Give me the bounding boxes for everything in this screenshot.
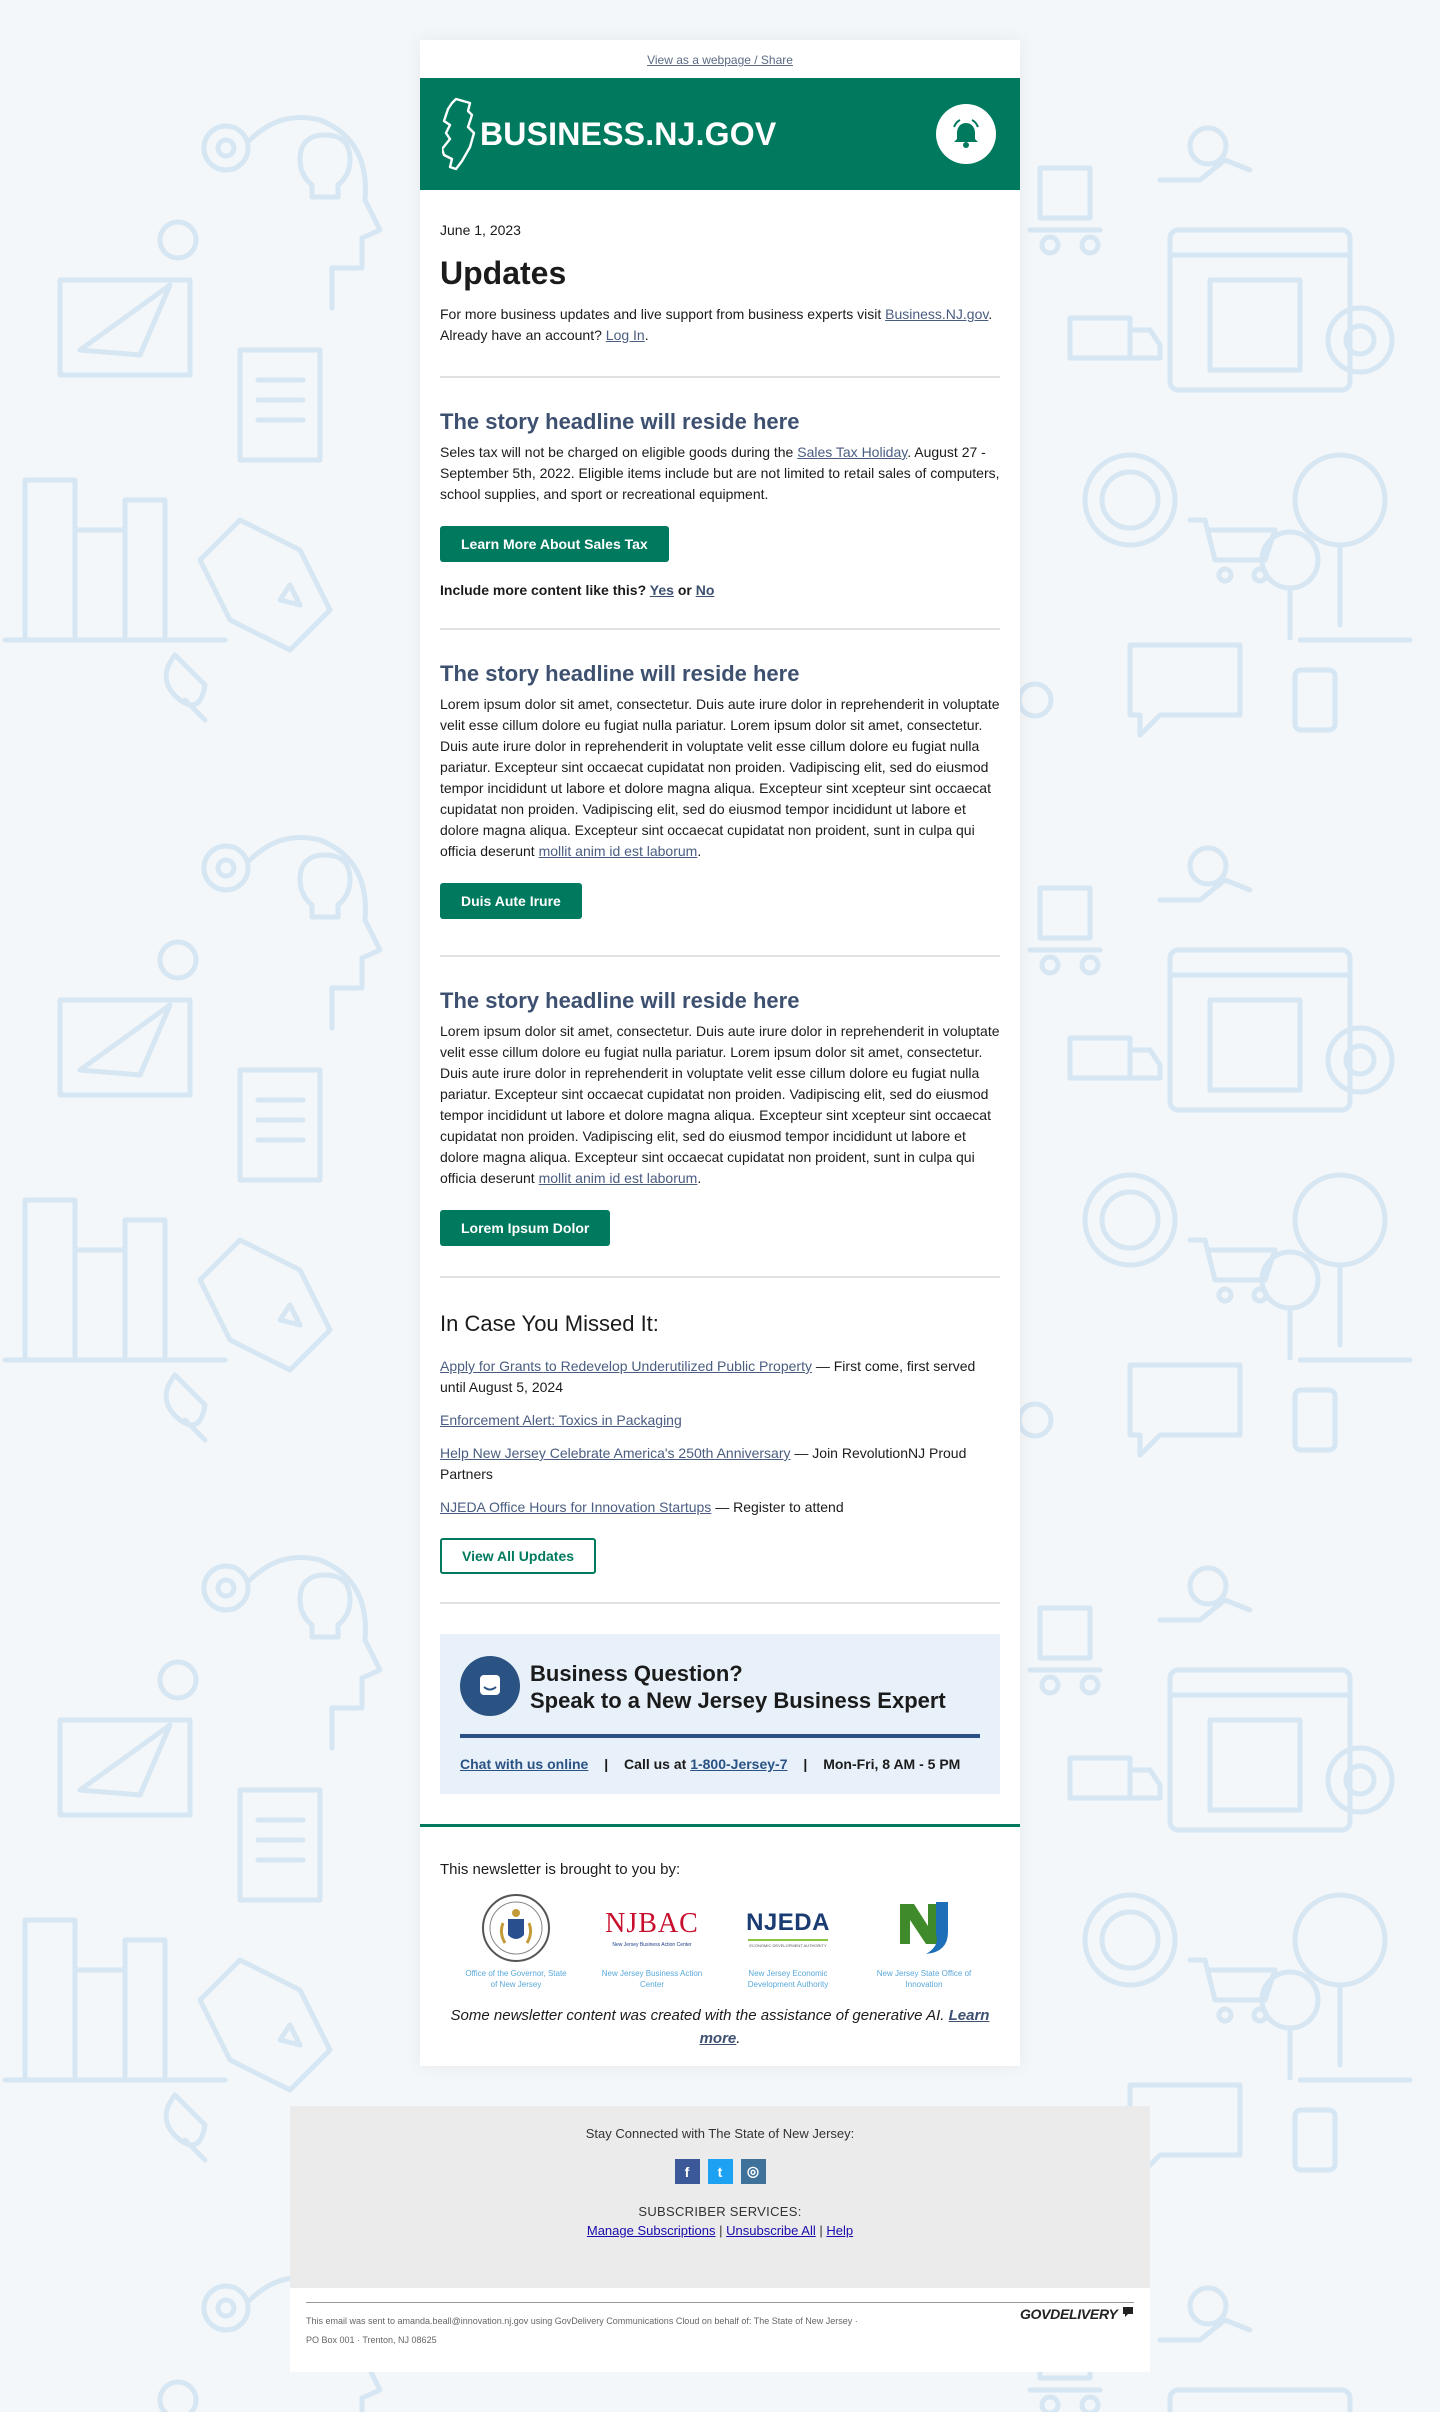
brand-title: BUSINESS.NJ.GOV <box>480 115 777 152</box>
intro-mid: . Already have an account? <box>440 306 993 343</box>
story-inline-link[interactable]: mollit anim id est laborum <box>538 843 698 859</box>
call-label: Call us at <box>624 1756 687 1772</box>
njeda-rule <box>748 1939 828 1941</box>
disclaimer-end: . <box>736 2030 741 2047</box>
icymi-item <box>440 1497 1000 1518</box>
cta-title <box>530 1660 946 1714</box>
separator: | <box>604 1756 609 1772</box>
icymi-link[interactable]: NJEDA Office Hours for Innovation Startups <box>440 1499 712 1515</box>
manage-subscriptions-link[interactable]: Manage Subscriptions <box>586 2223 716 2238</box>
topline <box>420 40 1020 78</box>
njeda-wordmark: NJEDA <box>746 1908 830 1936</box>
stay-connected-text: Stay Connected with The State of New Jersey: <box>585 2126 855 2141</box>
story-text-before: Seles tax will not be charged on eligible goods during the <box>440 444 798 460</box>
story-text-after: . <box>697 843 702 859</box>
story-headline: The story headline will reside here <box>440 409 800 434</box>
header-banner <box>420 78 1020 190</box>
feedback-question: Include more content like this? <box>440 582 647 598</box>
icymi-item <box>440 1356 1000 1398</box>
partner-logo-innovation[interactable] <box>870 1892 978 1990</box>
story-headline: The story headline will reside here <box>440 988 800 1013</box>
feedback-or: or <box>677 582 692 598</box>
partners-intro: This newsletter is brought to you by: <box>440 1861 681 1878</box>
nj-state-seal-icon <box>481 1893 551 1963</box>
story-headline: The story headline will reside here <box>440 661 800 686</box>
divider <box>440 376 1000 378</box>
story-text-after: . August 27 - September 5th, 2022. Eligible items include but are not limited to retail sales of computers, school supplies, and sport or recreational equipment. <box>440 444 1000 502</box>
issue-date: June 1, 2023 <box>440 222 521 238</box>
feedback-no-link[interactable]: No <box>695 582 715 598</box>
chat-bubble-icon <box>460 1656 520 1716</box>
icymi-item <box>440 1443 1000 1485</box>
divider <box>440 955 1000 957</box>
icymi-link[interactable]: Help New Jersey Celebrate America's 250th Anniversary <box>440 1445 791 1461</box>
icymi-section <box>440 1310 1000 1574</box>
icymi-link[interactable]: Apply for Grants to Redevelop Underutilized Public Property <box>440 1358 812 1374</box>
bell-icon <box>949 117 983 151</box>
divider <box>440 628 1000 630</box>
story-text-after: . <box>697 1170 702 1186</box>
cta-contact-row <box>460 1756 960 1772</box>
story-text-before: Lorem ipsum dolor sit amet, consectetur. Duis aute irure dolor in reprehenderit in voluptate velit esse cillum dolore eu fugiat nulla pariatur. Lorem ipsum dolor sit amet, consectetur. Duis aute irure dolor in reprehenderit in voluptate velit esse cillum dolore eu fugiat nulla pariatur. Excepteur sint occaecat cupidatat non proiden. Vadipiscing elit, sed do eiusmod tempor incididunt ut labore et dolore magna aliqua. Excepteur sint xcepteur sint occaecat cupidatat non proiden. Vadipiscing elit, sed do eiusmod tempor incididunt ut labore et dolore magna aliqua. Excepteur sint occaecat cupidatat non proident, sunt in culpa qui officia deserunt <box>440 1023 1000 1186</box>
subscriber-links <box>290 2223 1150 2238</box>
footer-divider <box>306 2302 1134 2303</box>
partner-logos <box>440 1892 1000 1990</box>
separator: | <box>819 2223 823 2238</box>
njbac-tagline: New Jersey Business Action Center <box>612 1942 692 1948</box>
logo-caption: New Jersey Business Action Center <box>601 1969 703 1989</box>
subscriber-services-label: SUBSCRIBER SERVICES: <box>638 2204 802 2219</box>
story-2 <box>440 660 1000 919</box>
fine-print-line-2: PO Box 001 · Trenton, NJ 08625 <box>306 2335 437 2345</box>
ai-disclaimer <box>440 2004 1000 2050</box>
icymi-heading: In Case You Missed It: <box>440 1311 659 1336</box>
icymi-item-rest: — Register to attend <box>711 1499 844 1515</box>
nj-state-outline-icon <box>442 96 476 172</box>
cta-line-2: Speak to a New Jersey Business Expert <box>530 1688 946 1713</box>
cta-line-1: Business Question? <box>530 1661 743 1686</box>
story-text-before: Lorem ipsum dolor sit amet, consectetur. Duis aute irure dolor in reprehenderit in voluptate velit esse cillum dolore eu fugiat nulla pariatur. Lorem ipsum dolor sit amet, consectetur. Duis aute irure dolor in reprehenderit in voluptate velit esse cillum dolore eu fugiat nulla pariatur. Excepteur sint occaecat cupidatat non proiden. Vadipiscing elit, sed do eiusmod tempor incididunt ut labore et dolore magna aliqua. Excepteur sint xcepteur sint occaecat cupidatat non proiden. Vadipiscing elit, sed do eiusmod tempor incididunt ut labore et dolore magna aliqua. Excepteur sint occaecat cupidatat non proident, sunt in culpa qui officia deserunt <box>440 696 1000 859</box>
intro-text <box>440 304 1000 346</box>
njeda-logo-icon <box>734 1892 842 1964</box>
view-all-updates-button[interactable]: View All Updates <box>440 1538 596 1574</box>
partner-logo-njbac[interactable] <box>598 1892 706 1990</box>
icymi-item <box>440 1410 1000 1431</box>
intro-end: . <box>644 327 649 343</box>
duis-aute-irure-button[interactable]: Duis Aute Irure <box>440 883 582 919</box>
disclaimer-text: Some newsletter content was created with the assistance of generative AI. <box>450 2007 949 2024</box>
partner-logo-njeda[interactable] <box>734 1892 842 1990</box>
facebook-icon[interactable]: f <box>675 2159 700 2184</box>
njbac-wordmark: NJBAC <box>605 1908 699 1939</box>
fine-print-line-1: This email was sent to amanda.beall@innovation.nj.gov using GovDelivery Communications Cloud on behalf of: The State of New Jersey · <box>306 2316 858 2326</box>
lorem-ipsum-dolor-button[interactable]: Lorem Ipsum Dolor <box>440 1210 610 1246</box>
govdelivery-wordmark: GOVDELIVERY <box>1019 2306 1118 2322</box>
feedback-prompt <box>440 582 1000 598</box>
nj-innovation-logo-icon <box>870 1892 978 1964</box>
story-text <box>440 694 1000 862</box>
story-1 <box>440 408 1000 598</box>
govdelivery-logo[interactable] <box>1020 2306 1134 2324</box>
learn-more-link[interactable]: Learn more <box>699 2007 990 2047</box>
chat-online-link[interactable]: Chat with us online <box>460 1756 589 1772</box>
notification-bell-button[interactable] <box>936 104 996 164</box>
twitter-icon[interactable]: t <box>708 2159 733 2184</box>
story-text <box>440 1021 1000 1189</box>
njeda-tagline: ECONOMIC DEVELOPMENT AUTHORITY <box>749 1942 827 1948</box>
partners-divider <box>420 1824 1020 1827</box>
story-text <box>440 442 1000 505</box>
login-link[interactable]: Log In <box>605 327 645 343</box>
divider <box>440 1602 1000 1604</box>
icymi-item-rest: — Join RevolutionNJ Proud Partners <box>440 1445 967 1482</box>
speech-bubble-icon <box>1122 2306 1134 2318</box>
feedback-yes-link[interactable]: Yes <box>649 582 674 598</box>
logo-caption: New Jersey State Office of Innovation <box>876 1969 972 1989</box>
njbac-logo-icon <box>598 1892 706 1964</box>
intro-before: For more business updates and live support from business experts visit <box>440 306 886 322</box>
partners-section <box>420 1861 1020 2050</box>
page-title: Updates <box>440 255 567 291</box>
logo-caption: Office of the Governor, State of New Jersey <box>465 1969 567 1989</box>
govdelivery-footer <box>290 2106 1150 2372</box>
expert-contact-box <box>440 1634 1000 1794</box>
social-links <box>290 2159 1150 2184</box>
cta-rule <box>460 1734 980 1738</box>
separator: | <box>803 1756 808 1772</box>
icymi-link[interactable]: Enforcement Alert: Toxics in Packaging <box>440 1412 682 1428</box>
partner-logo-governor[interactable] <box>462 1892 570 1990</box>
unsubscribe-all-link[interactable]: Unsubscribe All <box>726 2223 816 2238</box>
footer-fine-print <box>306 2312 858 2350</box>
icymi-item-rest: — First come, first served until August 5, 2024 <box>440 1358 976 1395</box>
divider <box>440 1276 1000 1278</box>
hours-text: Mon-Fri, 8 AM - 5 PM <box>823 1756 961 1772</box>
separator: | <box>719 2223 723 2238</box>
email-container <box>420 40 1020 2066</box>
story-3 <box>440 987 1000 1246</box>
business-nj-link[interactable]: Business.NJ.gov <box>885 306 989 322</box>
sales-tax-holiday-link[interactable]: Sales Tax Holiday <box>797 444 908 460</box>
phone-link[interactable]: 1-800-Jersey-7 <box>690 1756 788 1772</box>
logo-caption: New Jersey Economic Development Authority <box>747 1969 829 1989</box>
view-as-webpage-link[interactable]: View as a webpage / Share <box>647 53 793 67</box>
story-inline-link[interactable]: mollit anim id est laborum <box>538 1170 698 1186</box>
help-link[interactable]: Help <box>826 2223 854 2238</box>
instagram-icon[interactable]: ◎ <box>741 2159 766 2184</box>
learn-more-sales-tax-button[interactable]: Learn More About Sales Tax <box>440 526 669 562</box>
